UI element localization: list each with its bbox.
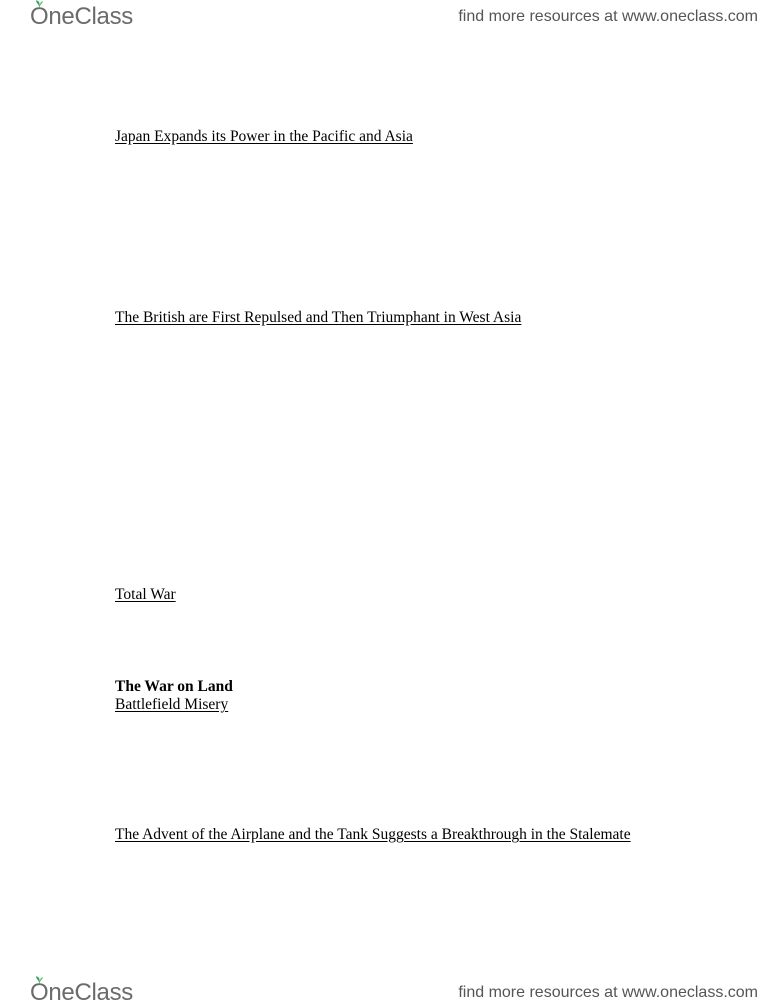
logo-wordmark: OneClass: [30, 2, 133, 32]
resources-link-footer[interactable]: find more resources at www.oneclass.com: [458, 984, 758, 1001]
page-footer: [0, 978, 784, 1008]
section-heading-war-on-land: The War on Land: [115, 678, 233, 695]
leaf-icon: [35, 0, 44, 9]
oneclass-logo[interactable]: [30, 2, 133, 32]
section-heading-japan: Japan Expands its Power in the Pacific and Asia: [115, 128, 413, 145]
section-heading-british: The British are First Repulsed and Then Triumphant in West Asia: [115, 309, 522, 326]
page-header: [0, 2, 784, 32]
subheading-airplane-tank: The Advent of the Airplane and the Tank Suggests a Breakthrough in the Stalemate: [115, 826, 631, 843]
leaf-icon: [35, 975, 44, 985]
oneclass-logo-footer[interactable]: [30, 978, 133, 1008]
section-heading-total-war: Total War: [115, 586, 176, 603]
logo-wordmark-footer: OneClass: [30, 978, 133, 1008]
subheading-battlefield-misery: Battlefield Misery: [115, 696, 229, 713]
resources-link[interactable]: find more resources at www.oneclass.com: [458, 8, 758, 25]
